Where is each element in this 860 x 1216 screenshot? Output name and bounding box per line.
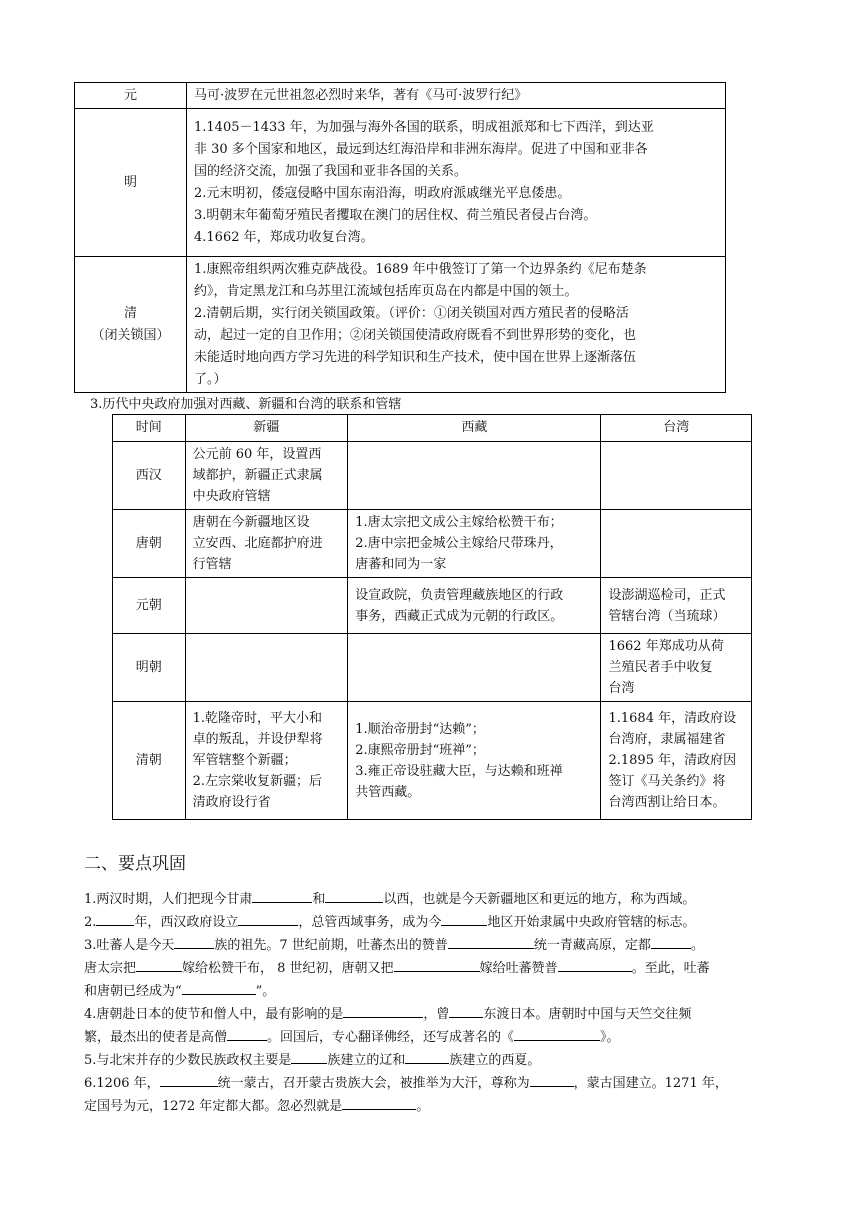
taiwan-cell: 1662 年郑成功从荷 兰殖民者手中收复 台湾 (601, 634, 752, 702)
answer-blank[interactable] (558, 957, 632, 972)
answer-blank[interactable] (514, 1026, 600, 1041)
era-cell: 西汉 (113, 442, 186, 510)
answer-blank[interactable] (448, 934, 534, 949)
taiwan-cell: 设澎湖巡检司，正式 管辖台湾（当琉球） (601, 578, 752, 634)
answer-blank[interactable] (291, 1049, 327, 1064)
era-cell: 元 (75, 83, 187, 109)
answer-blank[interactable] (441, 911, 487, 926)
table-row (75, 109, 726, 257)
fill-in-questions (84, 888, 784, 1118)
question-6: 6.1206 年， 统一蒙古，召开蒙古贵族大会，被推举为大汗，尊称为 ，蒙古国建立。1271 年， 定国号为元，1272 年定都大都。忽必烈就是 。 (84, 1072, 784, 1118)
frontier-governance-table (112, 414, 752, 820)
answer-blank[interactable] (394, 957, 480, 972)
question-2: 2. 年，西汉政府设立 ，总管西域事务，成为今 地区开始隶属中央政府管辖的标志。 (84, 911, 784, 934)
table-caption: 3.历代中央政府加强对西藏、新疆和台湾的联系和管辖 (90, 397, 402, 412)
xizang-cell (348, 634, 601, 702)
content-cell: 1.1405－1433 年，为加强与海外各国的联系，明成祖派郑和七下西洋，到达亚 非 30 多个国家和地区，最远到达红海沿岸和非洲东海岸。促进了中国和亚非各 国的经济交流，加强了我国和亚非各国的关系。 2.元末明初，倭寇侵略中国东南沿海，明政府派戚继光平息倭患。 3.明朝末年葡萄牙殖民者攫取在澳门的居住权、荷兰殖民者侵占台湾。 4.1662 年，郑成功收复台湾。 (187, 109, 726, 257)
table-row (113, 634, 752, 702)
xizang-cell: 1.唐太宗把文成公主嫁给松赞干布； 2.唐中宗把金城公主嫁给尺带珠丹， 唐蕃和同为一家 (348, 510, 601, 578)
answer-blank[interactable] (174, 934, 214, 949)
answer-blank[interactable] (449, 1003, 483, 1018)
answer-blank[interactable] (227, 1026, 267, 1041)
answer-blank[interactable] (182, 980, 256, 995)
answer-blank[interactable] (342, 1095, 416, 1110)
taiwan-cell (601, 442, 752, 510)
section-title: 二、要点巩固 (84, 854, 186, 874)
column-header: 台湾 (601, 415, 752, 442)
question-3: 3.吐蕃人是今天 族的祖先。7 世纪前期，吐蕃杰出的赞普 统一青藏高原，定都 。 唐太宗把 嫁给松赞干布， 8 世纪初，唐朝又把 嫁给吐蕃赞普 。至此，吐蕃 和唐朝已经成为“ ”。 (84, 934, 784, 1003)
xinjiang-cell: 公元前 60 年，设置西 域都护，新疆正式隶属 中央政府管辖 (185, 442, 348, 510)
table-row (113, 442, 752, 510)
column-header: 西藏 (348, 415, 601, 442)
question-1: 1.两汉时期，人们把现今甘肃 和 以西，也就是今天新疆地区和更远的地方，称为西域。 (84, 888, 784, 911)
table-row (113, 578, 752, 634)
xizang-cell (348, 442, 601, 510)
taiwan-cell: 1.1684 年，清政府设 台湾府，隶属福建省 2.1895 年，清政府因 签订《马关条约》将 台湾西割让给日本。 (601, 702, 752, 820)
xizang-cell: 1.顺治帝册封“达赖”； 2.康熙帝册封“班禅”； 3.雍正帝设驻藏大臣，与达赖和班禅 共管西藏。 (348, 702, 601, 820)
question-5: 5.与北宋并存的少数民族政权主要是 族建立的辽和 族建立的西夏。 (84, 1049, 784, 1072)
era-cell: 清 （闭关锁国） (75, 257, 187, 393)
era-cell: 明 (75, 109, 187, 257)
column-header: 时间 (113, 415, 186, 442)
table-row (113, 510, 752, 578)
answer-blank[interactable] (96, 911, 134, 926)
xizang-cell: 设宣政院，负责管理藏族地区的行政 事务，西藏正式成为元朝的行政区。 (348, 578, 601, 634)
dynasty-exchange-table (74, 82, 726, 393)
table-header-row (113, 415, 752, 442)
era-cell: 清朝 (113, 702, 186, 820)
content-cell: 1.康熙帝组织两次雅克萨战役。1689 年中俄签订了第一个边界条约《尼布楚条 约》，肯定黑龙江和乌苏里江流域包括库页岛在内都是中国的领土。 2.清朝后期，实行闭关锁国政策。（评价：①闭关锁国对西方殖民者的侵略活 动，起过一定的自卫作用；②闭关锁国使清政府既看不到世界形势的变化，也 未能适时地向西方学习先进的科学知识和生产技术，使中国在世界上逐渐落伍 了。） (187, 257, 726, 393)
answer-blank[interactable] (651, 934, 691, 949)
table-row (113, 702, 752, 820)
table-row (75, 83, 726, 109)
answer-blank[interactable] (160, 1072, 218, 1087)
content-cell: 马可·波罗在元世祖忽必烈时来华，著有《马可·波罗行纪》 (187, 83, 726, 109)
taiwan-cell (601, 510, 752, 578)
answer-blank[interactable] (238, 911, 298, 926)
era-cell: 唐朝 (113, 510, 186, 578)
answer-blank[interactable] (136, 957, 182, 972)
xinjiang-cell (185, 634, 348, 702)
xinjiang-cell: 1.乾隆帝时，平大小和 卓的叛乱，并设伊犁将 军管辖整个新疆； 2.左宗棠收复新疆；后 清政府设行省 (185, 702, 348, 820)
xinjiang-cell (185, 578, 348, 634)
answer-blank[interactable] (325, 888, 383, 903)
answer-blank[interactable] (252, 888, 312, 903)
answer-blank[interactable] (405, 1049, 449, 1064)
answer-blank[interactable] (530, 1072, 574, 1087)
era-cell: 元朝 (113, 578, 186, 634)
column-header: 新疆 (185, 415, 348, 442)
answer-blank[interactable] (343, 1003, 423, 1018)
question-4: 4.唐朝赴日本的使节和僧人中，最有影响的是 ，曾 东渡日本。唐朝时中国与天竺交往频 繁，最杰出的使者是高僧 。回国后，专心翻译佛经，还写成著名的《 》。 (84, 1003, 784, 1049)
era-cell: 明朝 (113, 634, 186, 702)
table-row (75, 257, 726, 393)
xinjiang-cell: 唐朝在今新疆地区设 立安西、北庭都护府进 行管辖 (185, 510, 348, 578)
